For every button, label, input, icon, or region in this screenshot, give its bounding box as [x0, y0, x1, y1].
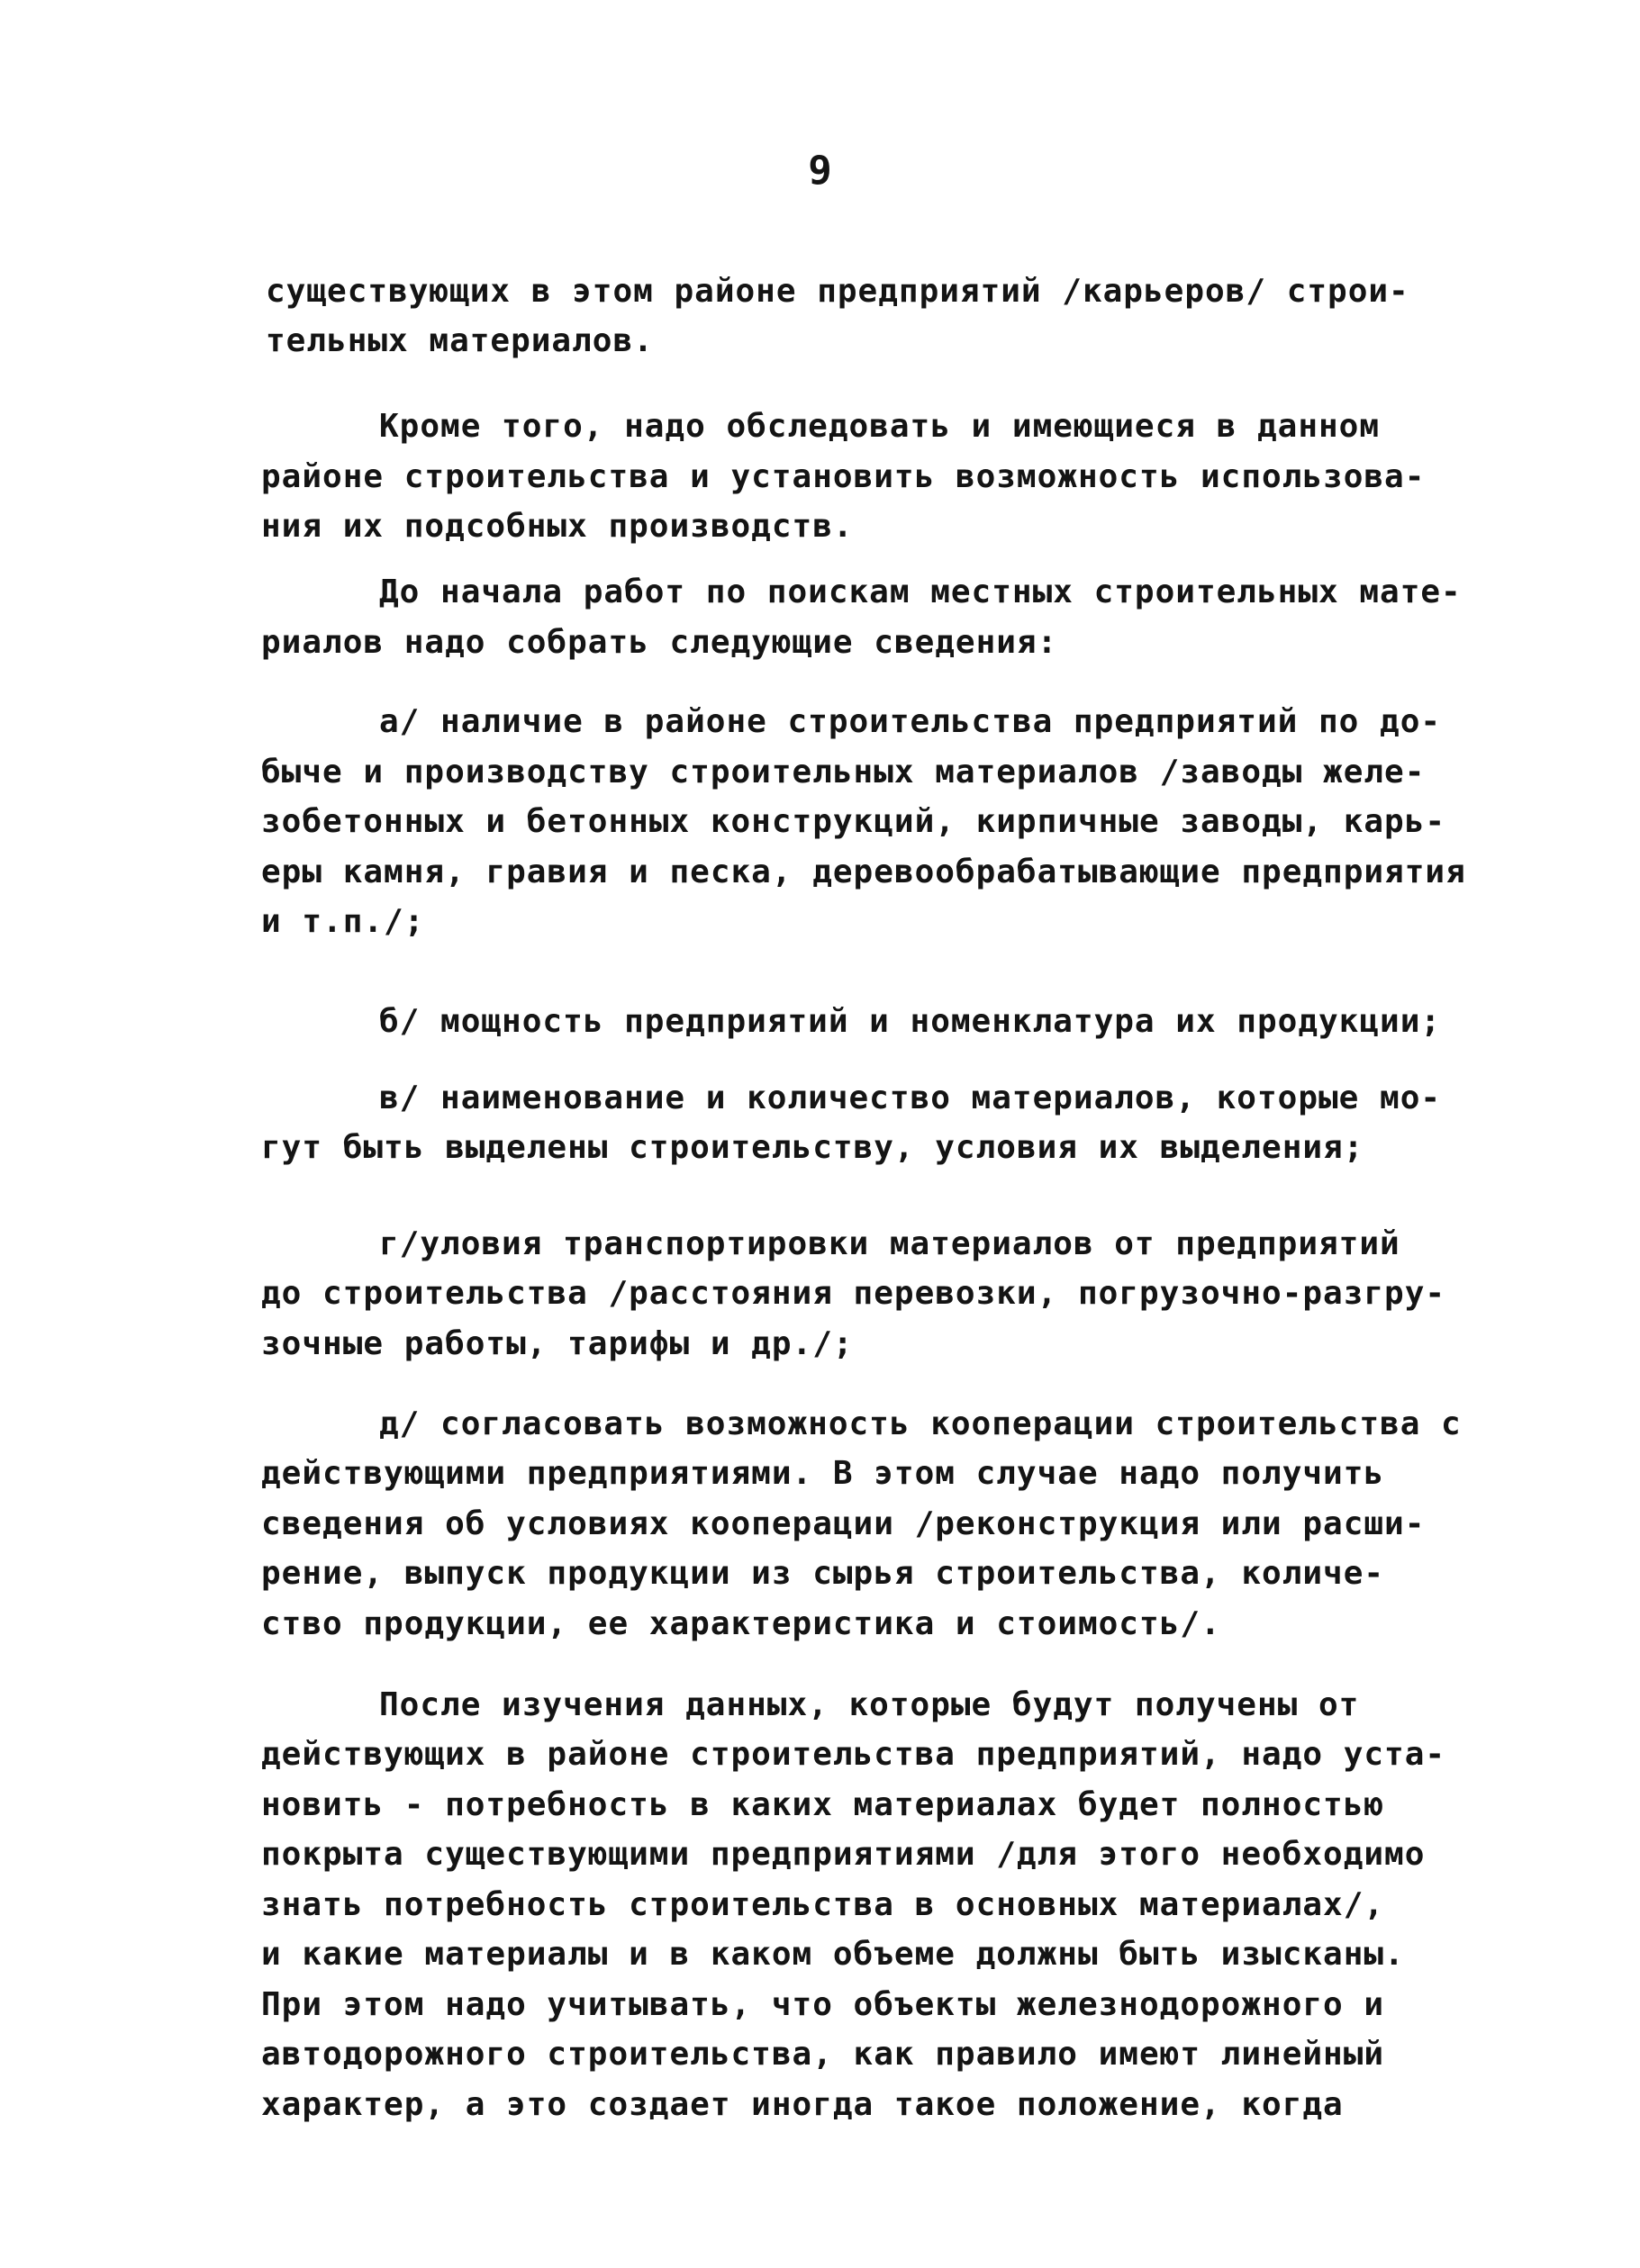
- text-line: и т.п./;: [261, 903, 425, 940]
- text-line: еры камня, гравия и песка, деревообрабатывающие предприятия: [261, 854, 1466, 890]
- text-line: новить - потребность в каких материалах будет полностью: [261, 1786, 1385, 1823]
- text-line: действующих в районе строительства предприятий, надо уста-: [261, 1736, 1446, 1773]
- text-line: тельных материалов.: [266, 322, 654, 359]
- text-line: и какие материалы и в каком объеме должны быть изысканы.: [261, 1936, 1405, 1973]
- text-line: д/ согласовать возможность кооперации строительства с: [379, 1405, 1462, 1442]
- text-line: до строительства /расстояния перевозки, погрузочно-разгру-: [261, 1275, 1446, 1312]
- text-line: Кроме того, надо обследовать и имеющиеся в данном: [379, 408, 1381, 445]
- text-line: действующими предприятиями. В этом случае надо получить: [261, 1455, 1385, 1492]
- text-line: гут быть выделены строительству, условия их выделения;: [261, 1129, 1364, 1166]
- text-line: районе строительства и установить возможность использова-: [261, 458, 1426, 495]
- text-line: ство продукции, ее характеристика и стоимость/.: [261, 1605, 1221, 1642]
- text-line: знать потребность строительства в основных материалах/,: [261, 1886, 1385, 1923]
- text-line: риалов надо собрать следующие сведения:: [261, 624, 1058, 661]
- text-line: характер, а это создает иногда такое положение, когда: [261, 2086, 1344, 2123]
- text-line: зобетонных и бетонных конструкций, кирпичные заводы, карь-: [261, 803, 1446, 840]
- text-line: существующих в этом районе предприятий /карьеров/ строи-: [266, 273, 1409, 310]
- text-line: До начала работ по поискам местных строительных мате-: [379, 574, 1462, 610]
- text-line: ния их подсобных производств.: [261, 508, 854, 545]
- text-line: зочные работы, тарифы и др./;: [261, 1325, 854, 1362]
- text-line: б/ мощность предприятий и номенклатура их продукции;: [379, 1003, 1442, 1040]
- text-line: При этом надо учитывать, что объекты железнодорожного и: [261, 1986, 1385, 2023]
- text-line: После изучения данных, которые будут получены от: [379, 1686, 1360, 1723]
- text-line: а/ наличие в районе строительства предприятий по до-: [379, 703, 1442, 740]
- text-line: покрыта существующими предприятиями /для этого необходимо: [261, 1836, 1426, 1873]
- text-line: сведения об условиях кооперации /реконструкция или расши-: [261, 1505, 1426, 1542]
- text-line: рение, выпуск продукции из сырья строительства, количе-: [261, 1555, 1385, 1592]
- text-line: быче и производству строительных материалов /заводы желе-: [261, 754, 1426, 791]
- text-line: автодорожного строительства, как правило имеют линейный: [261, 2036, 1385, 2073]
- text-line: г/уловия транспортировки материалов от предприятий: [379, 1225, 1400, 1262]
- text-line: в/ наименование и количество материалов, которые мо-: [379, 1080, 1442, 1116]
- page-number: 9: [808, 148, 832, 194]
